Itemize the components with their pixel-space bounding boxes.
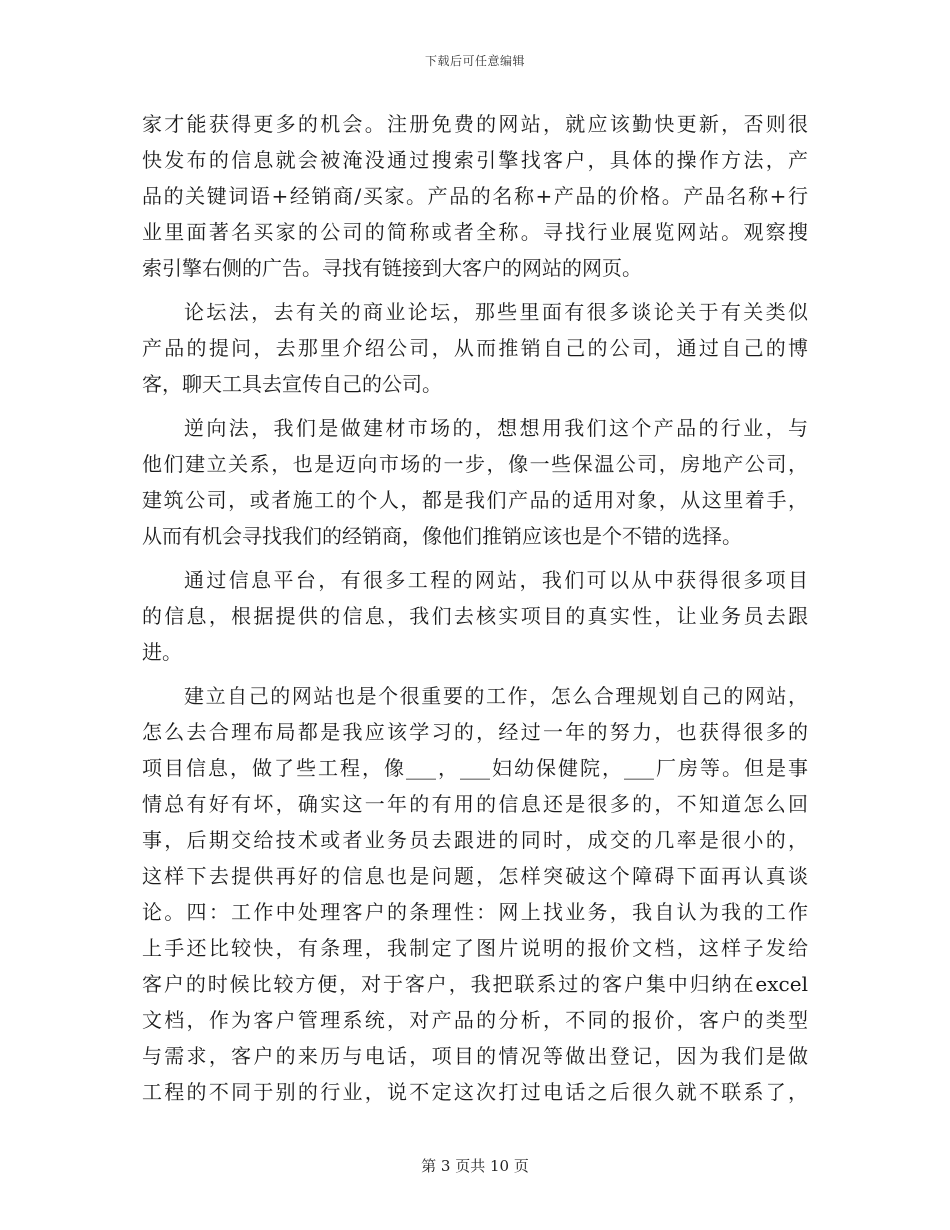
- text-line: 事，后期交给技术或者业务员去跟进的同时，成交的几率是很小的，: [142, 828, 808, 852]
- text-line: 家才能获得更多的机会。注册免费的网站，就应该勤快更新，否则很: [142, 112, 808, 136]
- text-line: 客户的时候比较方便，对于客户，我把联系过的客户集中归纳在excel: [142, 972, 808, 996]
- text-line: 品的关键词语+经销商/买家。产品的名称+产品的价格。产品名称+行: [142, 184, 808, 208]
- paragraph: [142, 678, 808, 1110]
- text-line: 逆向法，我们是做建材市场的，想想用我们这个产品的行业，与: [184, 416, 808, 440]
- text-line: 索引擎右侧的广告。寻找有链接到大客户的网站的网页。: [142, 256, 642, 280]
- text-line: 业里面著名买家的公司的简称或者全称。寻找行业展览网站。观察搜: [142, 220, 808, 244]
- paragraph: [142, 294, 808, 402]
- text-line: 情总有好有坏，确实这一年的有用的信息还是很多的，不知道怎么回: [142, 792, 808, 816]
- page-number: 第 3 页共 10 页: [421, 1157, 529, 1175]
- text-line: 产品的提问，去那里介绍公司，从而推销自己的公司，通过自己的博: [142, 336, 808, 360]
- text-line: 论坛法，去有关的商业论坛，那些里面有很多谈论关于有关类似: [184, 300, 808, 324]
- page-header: 下载后可任意编辑: [424, 54, 525, 68]
- text-line: 客，聊天工具去宣传自己的公司。: [142, 372, 442, 396]
- text-line: 与需求，客户的来历与电话，项目的情况等做出登记，因为我们是做: [142, 1044, 808, 1068]
- text-line: 项目信息，做了些工程，像___，___妇幼保健院，___厂房等。但是事: [142, 756, 808, 780]
- text-line: 论。四：工作中处理客户的条理性：网上找业务，我自认为我的工作: [142, 900, 808, 924]
- paragraph: [142, 562, 808, 670]
- text-line: 上手还比较快，有条理，我制定了图片说明的报价文档，这样子发给: [142, 936, 808, 960]
- text-line: 这样下去提供再好的信息也是问题，怎样突破这个障碍下面再认真谈: [142, 864, 808, 888]
- text-line: 工程的不同于别的行业，说不定这次打过电话之后很久就不联系了，: [142, 1080, 808, 1104]
- text-line: 的信息，根据提供的信息，我们去核实项目的真实性，让业务员去跟: [142, 604, 808, 628]
- text-line: 怎么去合理布局都是我应该学习的，经过一年的努力，也获得很多的: [142, 720, 808, 744]
- text-line: 通过信息平台，有很多工程的网站，我们可以从中获得很多项目: [184, 568, 808, 592]
- text-line: 从而有机会寻找我们的经销商，像他们推销应该也是个不错的选择。: [142, 524, 742, 548]
- paragraph: [142, 106, 808, 286]
- text-line: 他们建立关系，也是迈向市场的一步，像一些保温公司，房地产公司，: [142, 452, 808, 476]
- text-line: 进。: [142, 640, 182, 664]
- text-line: 快发布的信息就会被淹没通过搜索引擎找客户，具体的操作方法，产: [142, 148, 808, 172]
- paragraph: [142, 410, 808, 554]
- text-line: 建筑公司，或者施工的个人，都是我们产品的适用对象，从这里着手，: [142, 488, 808, 512]
- document-body: [142, 106, 808, 1110]
- text-line: 文档，作为客户管理系统，对产品的分析，不同的报价，客户的类型: [142, 1008, 808, 1032]
- text-line: 建立自己的网站也是个很重要的工作，怎么合理规划自己的网站，: [184, 684, 808, 708]
